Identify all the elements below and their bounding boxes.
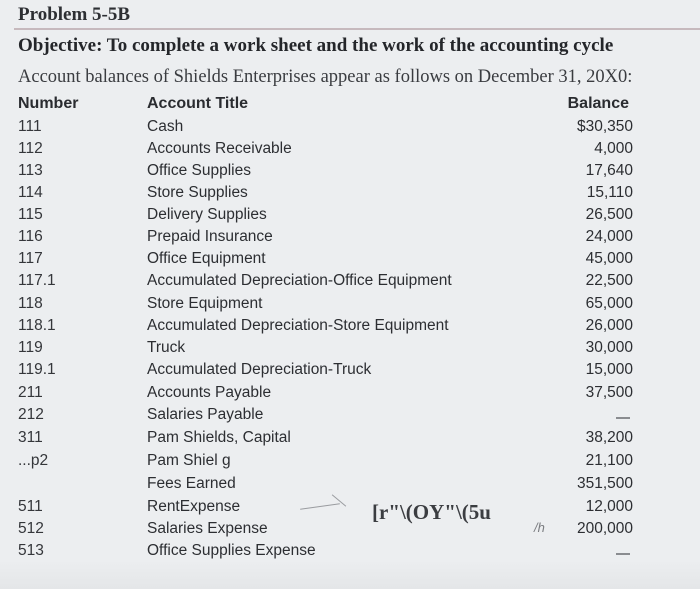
account-title: Office Supplies: [147, 162, 251, 179]
account-balance: 22,500: [585, 272, 633, 289]
account-title: Truck: [147, 339, 186, 356]
blank-balance-dash: [616, 553, 630, 555]
account-balance: 21,100: [585, 452, 633, 469]
account-balance: 15,000: [585, 361, 633, 378]
account-title: Cash: [147, 118, 184, 135]
account-balance: 351,500: [576, 475, 633, 492]
account-title: Pam Shiel g: [147, 452, 231, 469]
account-balance: 30,000: [585, 339, 633, 356]
account-balance: 200,000: [576, 520, 633, 537]
account-number: 111: [18, 118, 42, 135]
account-number: 513: [18, 542, 44, 559]
account-title: Salaries Payable: [147, 406, 264, 423]
account-title: Salaries Expense: [147, 520, 268, 537]
account-row: [0, 429, 700, 451]
account-row: [0, 140, 700, 162]
account-title: Delivery Supplies: [147, 206, 267, 223]
header-rule: [14, 28, 700, 30]
account-row: [0, 339, 700, 361]
account-balance: 37,500: [585, 384, 633, 401]
account-title: Accounts Receivable: [147, 140, 292, 157]
column-header-number: Number: [18, 95, 79, 112]
account-row: [0, 317, 700, 339]
account-row: [0, 498, 700, 520]
account-title: RentExpense: [147, 498, 241, 515]
account-number: 117: [18, 250, 43, 267]
account-balance: 26,500: [585, 206, 633, 223]
account-row: [0, 295, 700, 317]
account-title: Prepaid Insurance: [147, 228, 273, 245]
account-balance: 38,200: [585, 429, 633, 446]
objective-text: Objective: To complete a work sheet and the work of the accounting cycle: [18, 35, 614, 56]
account-title: Accounts Payable: [147, 384, 272, 401]
account-number: 119: [18, 339, 43, 356]
account-number: 117.1: [18, 272, 56, 289]
problem-label: Problem 5-5B: [18, 4, 131, 25]
account-balance: 15,110: [586, 184, 633, 201]
account-number: 118: [18, 295, 43, 312]
handwritten-scrawl: [r"\(OY"\(5u: [372, 500, 491, 524]
account-row: [0, 406, 700, 428]
account-number: 114: [18, 184, 43, 201]
account-row: [0, 384, 700, 406]
account-number: 211: [18, 384, 43, 401]
account-number: 116: [18, 228, 43, 245]
account-row: [0, 228, 700, 250]
account-row: [0, 475, 700, 497]
account-number: 119.1: [18, 361, 56, 378]
account-number: 511: [18, 498, 43, 515]
intro-text: Account balances of Shields Enterprises appear as follows on December 31, 20X0:: [18, 67, 633, 87]
account-row: [0, 272, 700, 294]
account-title: Store Supplies: [147, 184, 248, 201]
account-number: 113: [18, 162, 43, 179]
account-number: 212: [18, 406, 44, 423]
account-row: [0, 452, 700, 474]
account-balance: 45,000: [585, 250, 633, 267]
account-title: Accumulated Depreciation-Store Equipment: [147, 317, 449, 334]
account-balance: 17,640: [585, 162, 633, 179]
account-balance: 24,000: [585, 228, 633, 245]
account-title: Store Equipment: [147, 295, 263, 312]
blank-balance-dash: [616, 417, 630, 419]
account-number: 118.1: [18, 317, 56, 334]
account-row: [0, 162, 700, 184]
account-number: 512: [18, 520, 44, 537]
column-header-title: Account Title: [147, 95, 249, 112]
margin-mark: /h: [534, 520, 545, 535]
account-number: ...p2: [18, 452, 49, 469]
account-number: 311: [18, 429, 43, 446]
account-row: [0, 520, 700, 542]
account-row: [0, 361, 700, 383]
account-row: [0, 250, 700, 272]
account-number: 115: [18, 206, 43, 223]
account-title: Pam Shields, Capital: [147, 429, 291, 446]
account-title: Office Supplies Expense: [147, 542, 316, 559]
account-balance: 4,000: [594, 140, 633, 157]
account-title: Accumulated Depreciation-Office Equipment: [147, 272, 452, 289]
account-balance: $30,350: [576, 118, 633, 135]
account-title: Office Equipment: [147, 250, 266, 267]
account-balance: 26,000: [585, 317, 633, 334]
account-row: [0, 206, 700, 228]
bottom-shadow: [0, 560, 700, 589]
account-title: Fees Earned: [147, 475, 236, 492]
account-number: 112: [18, 140, 43, 157]
account-row: [0, 184, 700, 206]
column-header-balance: Balance: [567, 95, 629, 112]
account-balance: 65,000: [585, 295, 633, 312]
account-balance: 12,000: [585, 498, 633, 515]
account-row: [0, 118, 700, 140]
account-title: Accumulated Depreciation-Truck: [147, 361, 372, 378]
